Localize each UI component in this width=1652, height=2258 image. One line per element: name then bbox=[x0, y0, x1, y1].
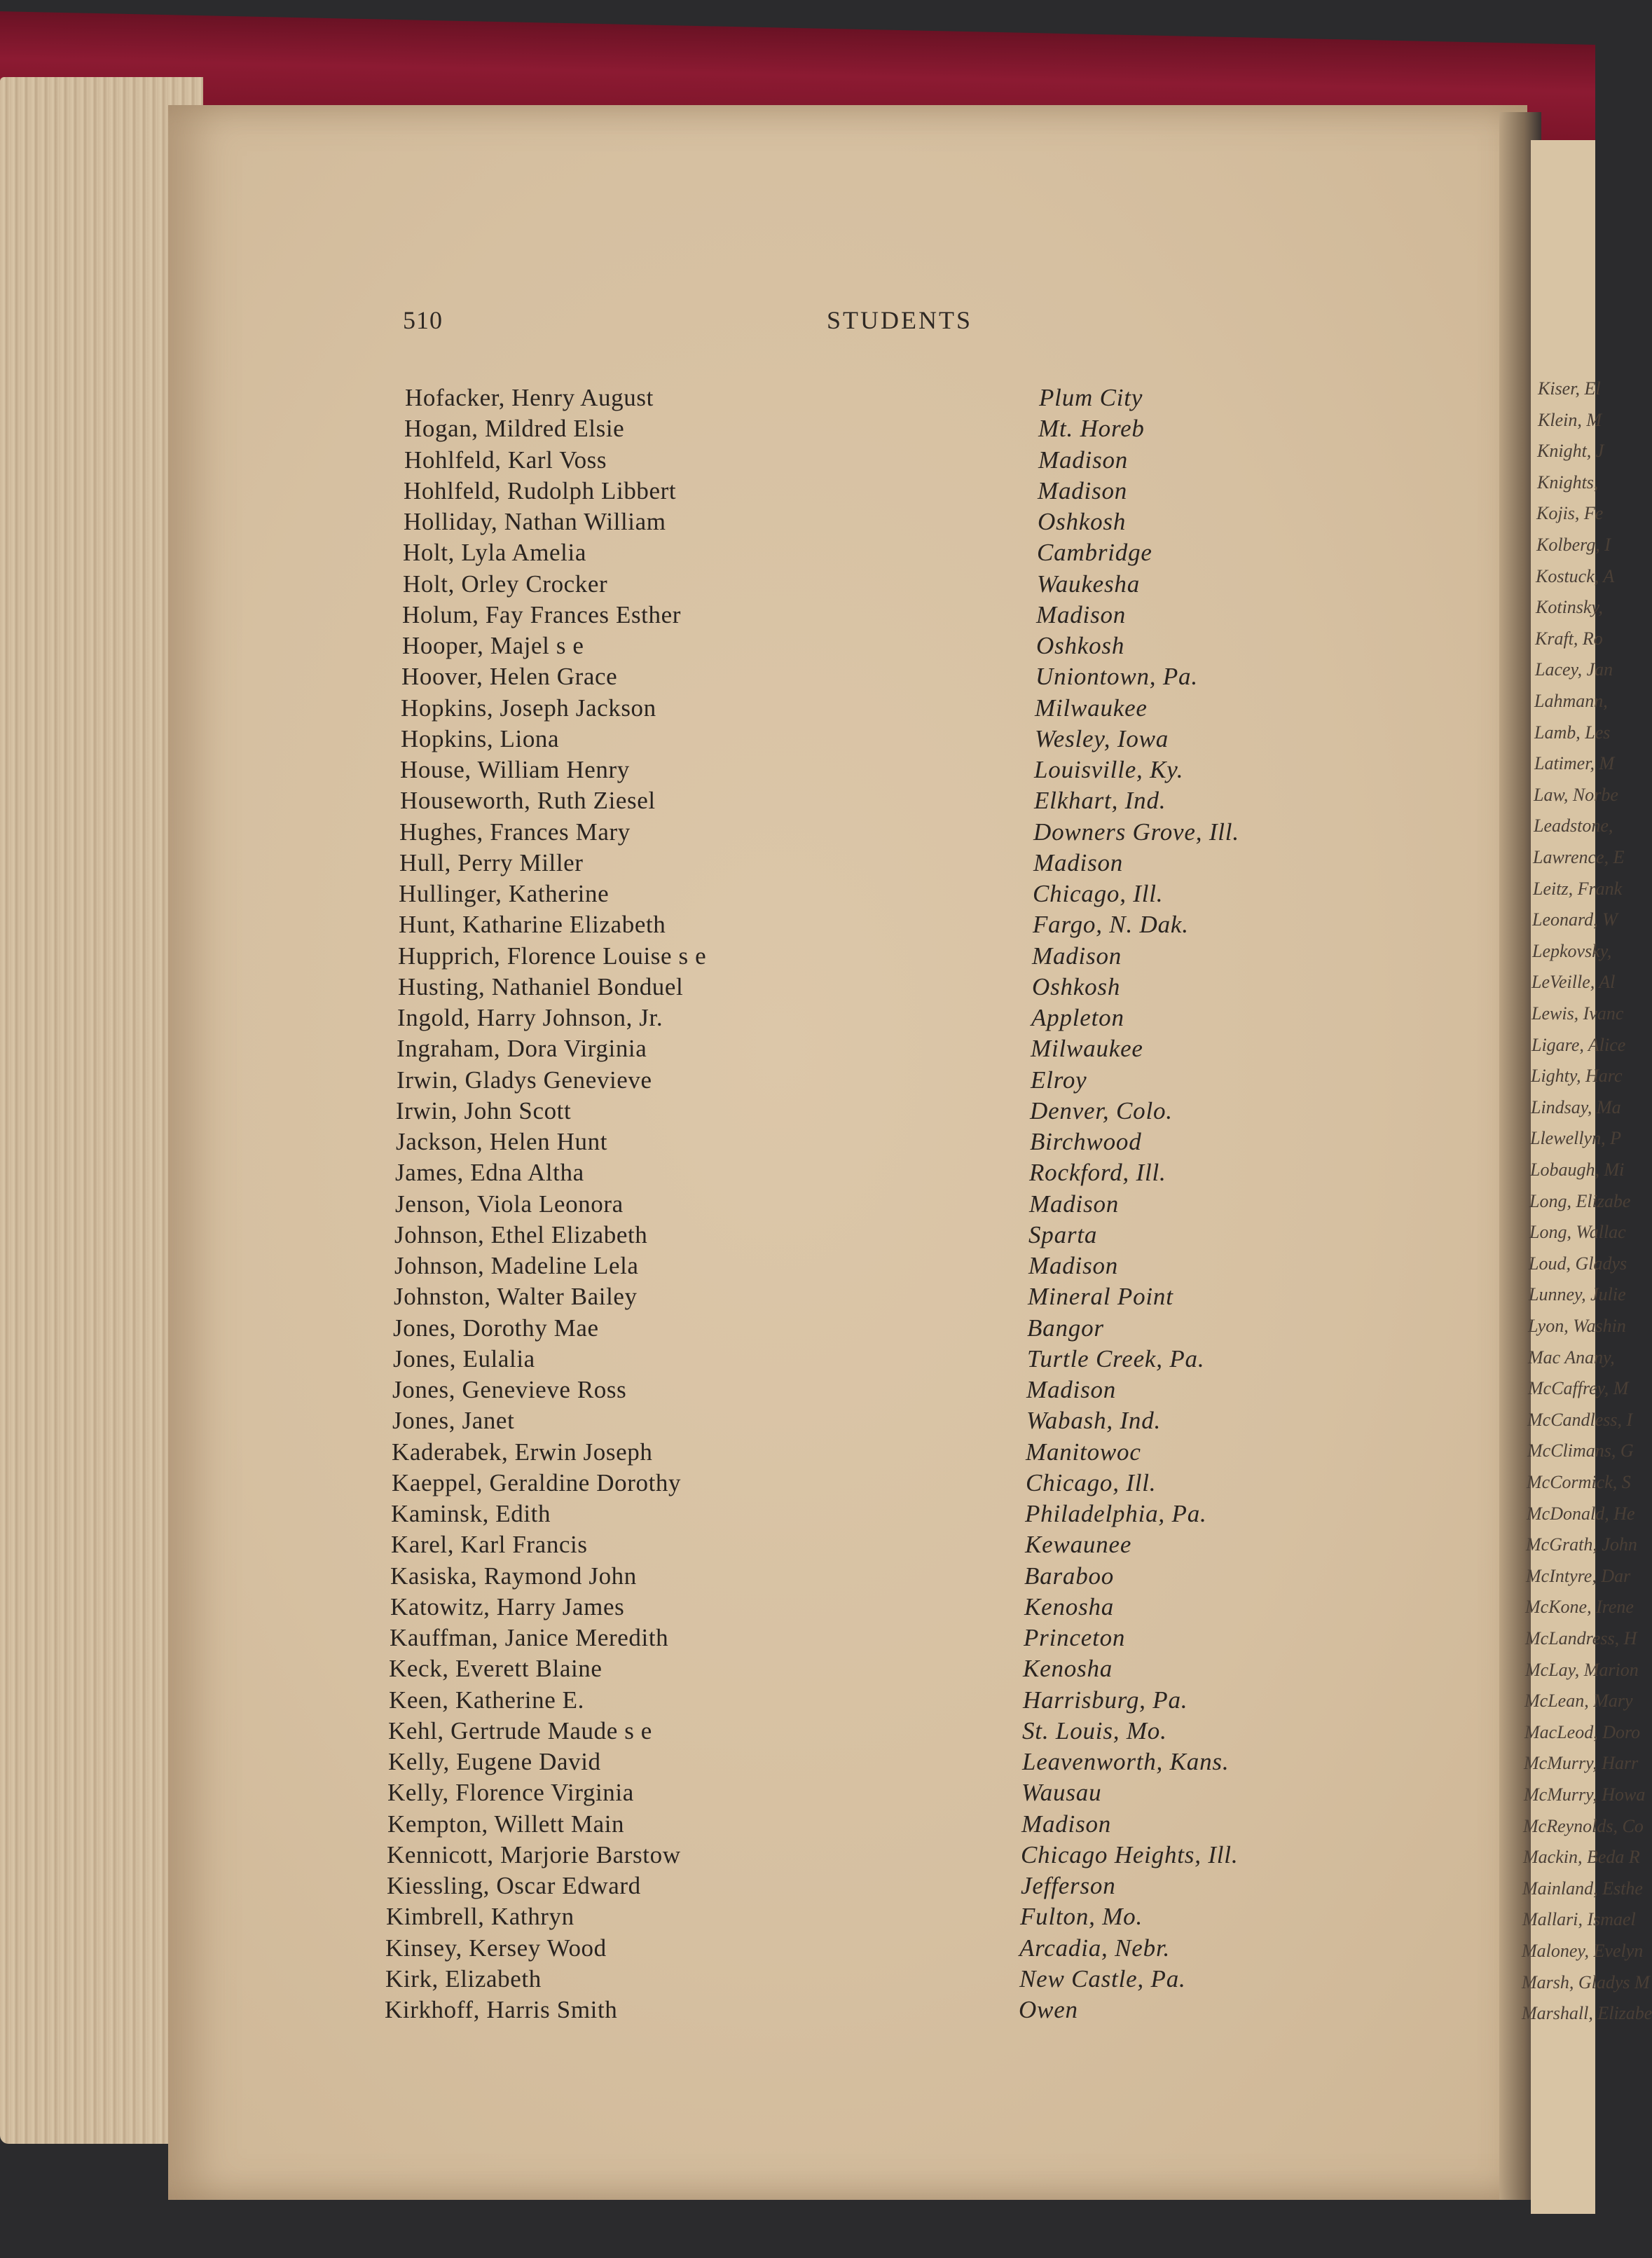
facing-page-text: Lahmann, bbox=[1534, 691, 1608, 711]
student-hometown: Kenosha bbox=[1023, 1655, 1113, 1683]
student-name: Keck, Everett Blaine bbox=[389, 1655, 603, 1683]
student-entry bbox=[394, 1283, 1375, 1314]
student-name: Ingraham, Dora Virginia bbox=[397, 1035, 647, 1063]
student-hometown: Philadelphia, Pa. bbox=[1025, 1500, 1207, 1527]
running-title: STUDENTS bbox=[827, 306, 973, 334]
facing-page-text: Leitz, Frank bbox=[1533, 878, 1623, 899]
facing-page-text: Long, Elizabe bbox=[1529, 1190, 1631, 1211]
student-entry bbox=[404, 508, 1384, 539]
student-name: Hopkins, Joseph Jackson bbox=[401, 694, 656, 722]
student-name: Hofacker, Henry August bbox=[405, 384, 654, 411]
facing-page-text: Lacey, Jan bbox=[1535, 659, 1613, 680]
facing-page-text: McCaffrey, M bbox=[1528, 1378, 1629, 1399]
facing-page-text: McLay, Marion bbox=[1525, 1659, 1639, 1680]
student-entry bbox=[385, 1934, 1366, 1965]
student-hometown: Birchwood bbox=[1030, 1128, 1142, 1155]
student-hometown: Plum City bbox=[1039, 384, 1143, 411]
student-hometown: Chicago, Ill. bbox=[1026, 1468, 1157, 1496]
facing-page-text: Leadstone, bbox=[1534, 815, 1613, 837]
student-hometown: Uniontown, Pa. bbox=[1035, 663, 1198, 691]
student-name: Kirkhoff, Harris Smith bbox=[385, 1996, 618, 2023]
student-name: Husting, Nathaniel Bonduel bbox=[398, 972, 684, 1000]
facing-page-text: McMurry, Harr bbox=[1524, 1753, 1639, 1774]
student-hometown: Arcadia, Nebr. bbox=[1019, 1934, 1171, 1962]
student-entry bbox=[397, 1035, 1377, 1066]
student-name: Jones, Dorothy Mae bbox=[393, 1314, 599, 1342]
facing-page-text: Kolberg, I bbox=[1536, 535, 1611, 555]
facing-page-text: Kojis, Fe bbox=[1536, 503, 1604, 524]
facing-page-text: Llewellyn, P bbox=[1530, 1128, 1621, 1149]
student-name: Kirk, Elizabeth bbox=[385, 1964, 542, 1992]
student-entry bbox=[393, 1314, 1374, 1345]
facing-page-text: McClimans, G bbox=[1527, 1440, 1634, 1461]
student-name: Holum, Fay Frances Esther bbox=[402, 600, 681, 628]
student-entry bbox=[397, 1004, 1378, 1035]
student-entry bbox=[391, 1531, 1372, 1562]
facing-page-text: McReynolds, Co bbox=[1523, 1815, 1644, 1836]
student-entry bbox=[389, 1686, 1370, 1717]
student-entry bbox=[402, 601, 1383, 632]
student-entry bbox=[402, 632, 1383, 663]
student-hometown: Milwaukee bbox=[1031, 1035, 1143, 1063]
student-name: House, William Henry bbox=[400, 756, 630, 783]
student-entry bbox=[399, 849, 1380, 880]
student-hometown: Madison bbox=[1036, 600, 1127, 628]
student-hometown: Kenosha bbox=[1024, 1592, 1115, 1620]
student-entry bbox=[404, 446, 1385, 477]
facing-page-text: Knights, bbox=[1537, 471, 1599, 493]
student-hometown: Oshkosh bbox=[1032, 972, 1121, 1000]
facing-page-text: Lyon, Washin bbox=[1528, 1316, 1626, 1336]
student-entry bbox=[387, 1841, 1368, 1872]
student-entry bbox=[401, 725, 1382, 756]
facing-page-text: Kiser, El bbox=[1538, 378, 1601, 399]
student-name: Kimbrell, Kathryn bbox=[386, 1903, 574, 1931]
facing-page-text: Lewis, Ivanc bbox=[1531, 1003, 1624, 1024]
student-name: Kasiska, Raymond John bbox=[390, 1562, 637, 1590]
student-hometown: New Castle, Pa. bbox=[1019, 1964, 1186, 1992]
facing-page-text: McKone, Irene bbox=[1525, 1597, 1634, 1618]
student-entry bbox=[385, 1996, 1365, 2027]
student-hometown: Manitowoc bbox=[1026, 1438, 1141, 1466]
student-name: Hoover, Helen Grace bbox=[401, 663, 618, 691]
student-entry bbox=[399, 818, 1380, 849]
student-name: Johnson, Ethel Elizabeth bbox=[394, 1220, 648, 1248]
student-entry bbox=[404, 477, 1384, 508]
student-hometown: Mineral Point bbox=[1028, 1283, 1173, 1311]
page-number: 510 bbox=[403, 306, 443, 334]
student-hometown: Madison bbox=[1021, 1810, 1112, 1838]
student-name: Hughes, Frances Mary bbox=[399, 818, 631, 846]
facing-page-text: Law, Norbe bbox=[1534, 784, 1618, 805]
student-name: Kehl, Gertrude Maude s e bbox=[388, 1716, 652, 1744]
facing-page-text: Long, Wallac bbox=[1529, 1222, 1626, 1243]
student-name: Hunt, Katharine Elizabeth bbox=[399, 911, 666, 939]
student-hometown: Fulton, Mo. bbox=[1020, 1903, 1143, 1931]
student-name: Jenson, Viola Leonora bbox=[395, 1190, 624, 1218]
student-hometown: Madison bbox=[1038, 446, 1129, 474]
student-name: Kauffman, Janice Meredith bbox=[390, 1624, 669, 1651]
facing-page-text: Lamb, Les bbox=[1534, 722, 1611, 743]
facing-page-text: Maloney, Evelyn bbox=[1522, 1941, 1644, 1961]
facing-page-text: McCormick, S bbox=[1527, 1472, 1631, 1492]
facing-page-text: Lunney, Julie bbox=[1529, 1284, 1626, 1305]
student-hometown: Wabash, Ind. bbox=[1026, 1407, 1162, 1435]
student-hometown: Leavenworth, Kans. bbox=[1022, 1748, 1230, 1775]
facing-page-text: McDonald, He bbox=[1527, 1503, 1635, 1524]
student-entry bbox=[394, 1221, 1375, 1252]
student-entry bbox=[396, 1128, 1377, 1159]
student-name: Hull, Perry Miller bbox=[399, 848, 584, 876]
student-entry bbox=[399, 911, 1379, 942]
student-hometown: Wausau bbox=[1021, 1779, 1102, 1807]
student-name: Houseworth, Ruth Ziesel bbox=[400, 787, 656, 815]
student-entry bbox=[392, 1376, 1373, 1407]
student-entry bbox=[398, 973, 1379, 1004]
facing-page-text: McLean, Mary bbox=[1524, 1691, 1633, 1712]
student-hometown: Sparta bbox=[1028, 1220, 1098, 1248]
student-hometown: Baraboo bbox=[1024, 1562, 1115, 1590]
student-hometown: Madison bbox=[1028, 1252, 1119, 1279]
student-name: Kelly, Eugene David bbox=[388, 1748, 601, 1775]
student-entry bbox=[388, 1717, 1369, 1748]
student-name: Jones, Eulalia bbox=[393, 1344, 535, 1372]
facing-page-text: Kotinsky, bbox=[1536, 597, 1604, 618]
student-entry bbox=[397, 1066, 1377, 1097]
student-entry bbox=[386, 1903, 1367, 1934]
facing-page-text: Kostuck, A bbox=[1536, 565, 1615, 586]
student-name: Holt, Orley Crocker bbox=[403, 570, 608, 598]
facing-page-text: McLandress, H bbox=[1525, 1628, 1637, 1648]
student-name: Irwin, John Scott bbox=[396, 1096, 572, 1124]
student-entry bbox=[390, 1593, 1371, 1624]
student-hometown: Denver, Colo. bbox=[1030, 1096, 1173, 1124]
facing-page-text: Klein, M bbox=[1538, 409, 1602, 430]
student-hometown: Mt. Horeb bbox=[1038, 415, 1145, 443]
student-entry bbox=[403, 539, 1384, 570]
student-entry bbox=[392, 1438, 1372, 1469]
student-hometown: Cambridge bbox=[1037, 539, 1152, 567]
student-name: Johnston, Walter Bailey bbox=[394, 1283, 638, 1311]
student-entry bbox=[400, 756, 1381, 787]
student-name: Ingold, Harry Johnson, Jr. bbox=[397, 1004, 663, 1031]
student-name: James, Edna Altha bbox=[395, 1159, 584, 1187]
student-hometown: Louisville, Ky. bbox=[1034, 756, 1184, 783]
student-hometown: Chicago, Ill. bbox=[1033, 880, 1164, 907]
student-entry bbox=[393, 1345, 1374, 1376]
student-entry bbox=[392, 1407, 1373, 1438]
student-name: Kiessling, Oscar Edward bbox=[387, 1872, 641, 1899]
student-hometown: Madison bbox=[1029, 1190, 1120, 1218]
student-entry bbox=[395, 1190, 1376, 1221]
facing-page-text: McMurry, Howa bbox=[1524, 1784, 1646, 1805]
student-name: Karel, Karl Francis bbox=[391, 1531, 588, 1559]
student-hometown: Harrisburg, Pa. bbox=[1023, 1686, 1188, 1714]
student-name: Kaderabek, Erwin Joseph bbox=[392, 1438, 653, 1466]
student-entry bbox=[396, 1097, 1377, 1128]
student-entry bbox=[388, 1748, 1369, 1779]
student-name: Jackson, Helen Hunt bbox=[396, 1128, 608, 1155]
student-name: Katowitz, Harry James bbox=[390, 1592, 625, 1620]
student-name: Kaeppel, Geraldine Dorothy bbox=[392, 1468, 682, 1496]
student-name: Kennicott, Marjorie Barstow bbox=[387, 1840, 681, 1868]
student-hometown: Elroy bbox=[1031, 1066, 1087, 1094]
student-hometown: Milwaukee bbox=[1035, 694, 1148, 722]
student-hometown: Bangor bbox=[1027, 1314, 1104, 1342]
student-hometown: Madison bbox=[1033, 848, 1124, 876]
student-name: Hooper, Majel s e bbox=[402, 632, 584, 659]
facing-page-text: Leonard, W bbox=[1532, 909, 1618, 930]
student-hometown: Appleton bbox=[1031, 1004, 1124, 1031]
student-hometown: Fargo, N. Dak. bbox=[1033, 911, 1189, 939]
student-name: Hopkins, Liona bbox=[401, 724, 560, 752]
student-entry bbox=[389, 1655, 1370, 1686]
facing-page bbox=[1522, 140, 1652, 2214]
student-entry bbox=[395, 1159, 1376, 1190]
facing-page-text: Mackin, Beda R bbox=[1523, 1847, 1640, 1868]
student-entry bbox=[401, 694, 1382, 725]
student-name: Hullinger, Katherine bbox=[399, 880, 610, 907]
student-name: Holliday, Nathan William bbox=[404, 508, 666, 535]
student-entry bbox=[392, 1469, 1372, 1500]
facing-page-text: Mac Anany, bbox=[1528, 1347, 1615, 1368]
student-entry bbox=[399, 880, 1379, 911]
student-entry bbox=[403, 570, 1384, 601]
student-hometown: Turtle Creek, Pa. bbox=[1027, 1344, 1205, 1372]
student-name: Kinsey, Kersey Wood bbox=[385, 1934, 607, 1962]
facing-page-text: Lepkovsky, bbox=[1532, 940, 1612, 961]
student-name: Kelly, Florence Virginia bbox=[387, 1779, 634, 1807]
facing-page-text: Knight, J bbox=[1537, 441, 1604, 462]
student-name: Hupprich, Florence Louise s e bbox=[398, 942, 707, 970]
student-name: Kaminsk, Edith bbox=[391, 1500, 551, 1527]
student-hometown: Wesley, Iowa bbox=[1035, 724, 1169, 752]
student-name: Johnson, Madeline Lela bbox=[394, 1252, 639, 1279]
student-hometown: Kewaunee bbox=[1025, 1531, 1132, 1559]
facing-page-text: Mallari, Ismael bbox=[1522, 1909, 1636, 1930]
student-hometown: Owen bbox=[1019, 1996, 1078, 2023]
student-entry bbox=[400, 787, 1381, 818]
student-entry bbox=[404, 415, 1385, 446]
student-name: Hogan, Mildred Elsie bbox=[404, 415, 625, 443]
student-entry bbox=[390, 1624, 1370, 1655]
facing-page-text: Latimer, M bbox=[1534, 753, 1615, 774]
facing-page-text: Lindsay, Ma bbox=[1531, 1096, 1621, 1117]
facing-page-text: Lighty, Harc bbox=[1531, 1066, 1623, 1087]
student-name: Holt, Lyla Amelia bbox=[403, 539, 586, 567]
facing-page-text: Lobaugh, Mi bbox=[1530, 1159, 1625, 1180]
student-hometown: St. Louis, Mo. bbox=[1022, 1716, 1167, 1744]
student-name: Keen, Katherine E. bbox=[389, 1686, 585, 1714]
student-name: Kempton, Willett Main bbox=[387, 1810, 625, 1838]
student-hometown: Jefferson bbox=[1021, 1872, 1116, 1899]
student-entry bbox=[387, 1810, 1368, 1841]
facing-page-text: Marsh, Gladys M bbox=[1522, 1971, 1650, 1992]
student-hometown: Rockford, Ill. bbox=[1029, 1159, 1166, 1187]
student-name: Hohlfeld, Karl Voss bbox=[404, 446, 607, 474]
student-entry bbox=[401, 663, 1382, 694]
student-entry bbox=[394, 1252, 1375, 1283]
student-hometown: Downers Grove, Ill. bbox=[1033, 818, 1239, 846]
facing-page-text: Loud, Gladys bbox=[1529, 1253, 1627, 1274]
student-name: Hohlfeld, Rudolph Libbert bbox=[404, 476, 677, 504]
student-entry bbox=[387, 1872, 1368, 1903]
student-hometown: Oshkosh bbox=[1038, 508, 1127, 535]
student-hometown: Oshkosh bbox=[1036, 632, 1125, 659]
facing-page-text: MacLeod, Doro bbox=[1524, 1721, 1641, 1742]
student-entry bbox=[398, 942, 1379, 973]
facing-page-text: McGrath, John bbox=[1526, 1534, 1637, 1555]
student-hometown: Madison bbox=[1038, 476, 1128, 504]
facing-page-text: Marshall, Elizabe bbox=[1522, 2003, 1652, 2024]
student-entry bbox=[387, 1779, 1368, 1810]
facing-page-text: McCandless, I bbox=[1527, 1409, 1633, 1430]
facing-page-text: LeVeille, Al bbox=[1531, 972, 1616, 993]
student-entry bbox=[391, 1500, 1372, 1531]
student-hometown: Princeton bbox=[1024, 1624, 1126, 1651]
student-entry bbox=[390, 1562, 1371, 1593]
facing-page-text: Kraft, Ro bbox=[1535, 628, 1603, 649]
facing-page-text: Ligare, Alice bbox=[1531, 1034, 1626, 1055]
student-hometown: Elkhart, Ind. bbox=[1034, 787, 1166, 815]
student-entry bbox=[405, 384, 1386, 415]
facing-page-text: Mainland, Esthe bbox=[1522, 1878, 1643, 1899]
student-name: Jones, Janet bbox=[392, 1407, 515, 1435]
student-hometown: Madison bbox=[1032, 942, 1122, 970]
student-hometown: Chicago Heights, Ill. bbox=[1021, 1840, 1239, 1868]
facing-page-text: Lawrence, E bbox=[1533, 847, 1625, 867]
facing-page-text: McIntyre, Dar bbox=[1526, 1565, 1631, 1586]
student-hometown: Waukesha bbox=[1037, 570, 1141, 598]
student-name: Jones, Genevieve Ross bbox=[392, 1376, 627, 1403]
student-entry bbox=[385, 1965, 1366, 1996]
student-name: Irwin, Gladys Genevieve bbox=[397, 1066, 652, 1094]
student-hometown: Madison bbox=[1026, 1376, 1117, 1403]
